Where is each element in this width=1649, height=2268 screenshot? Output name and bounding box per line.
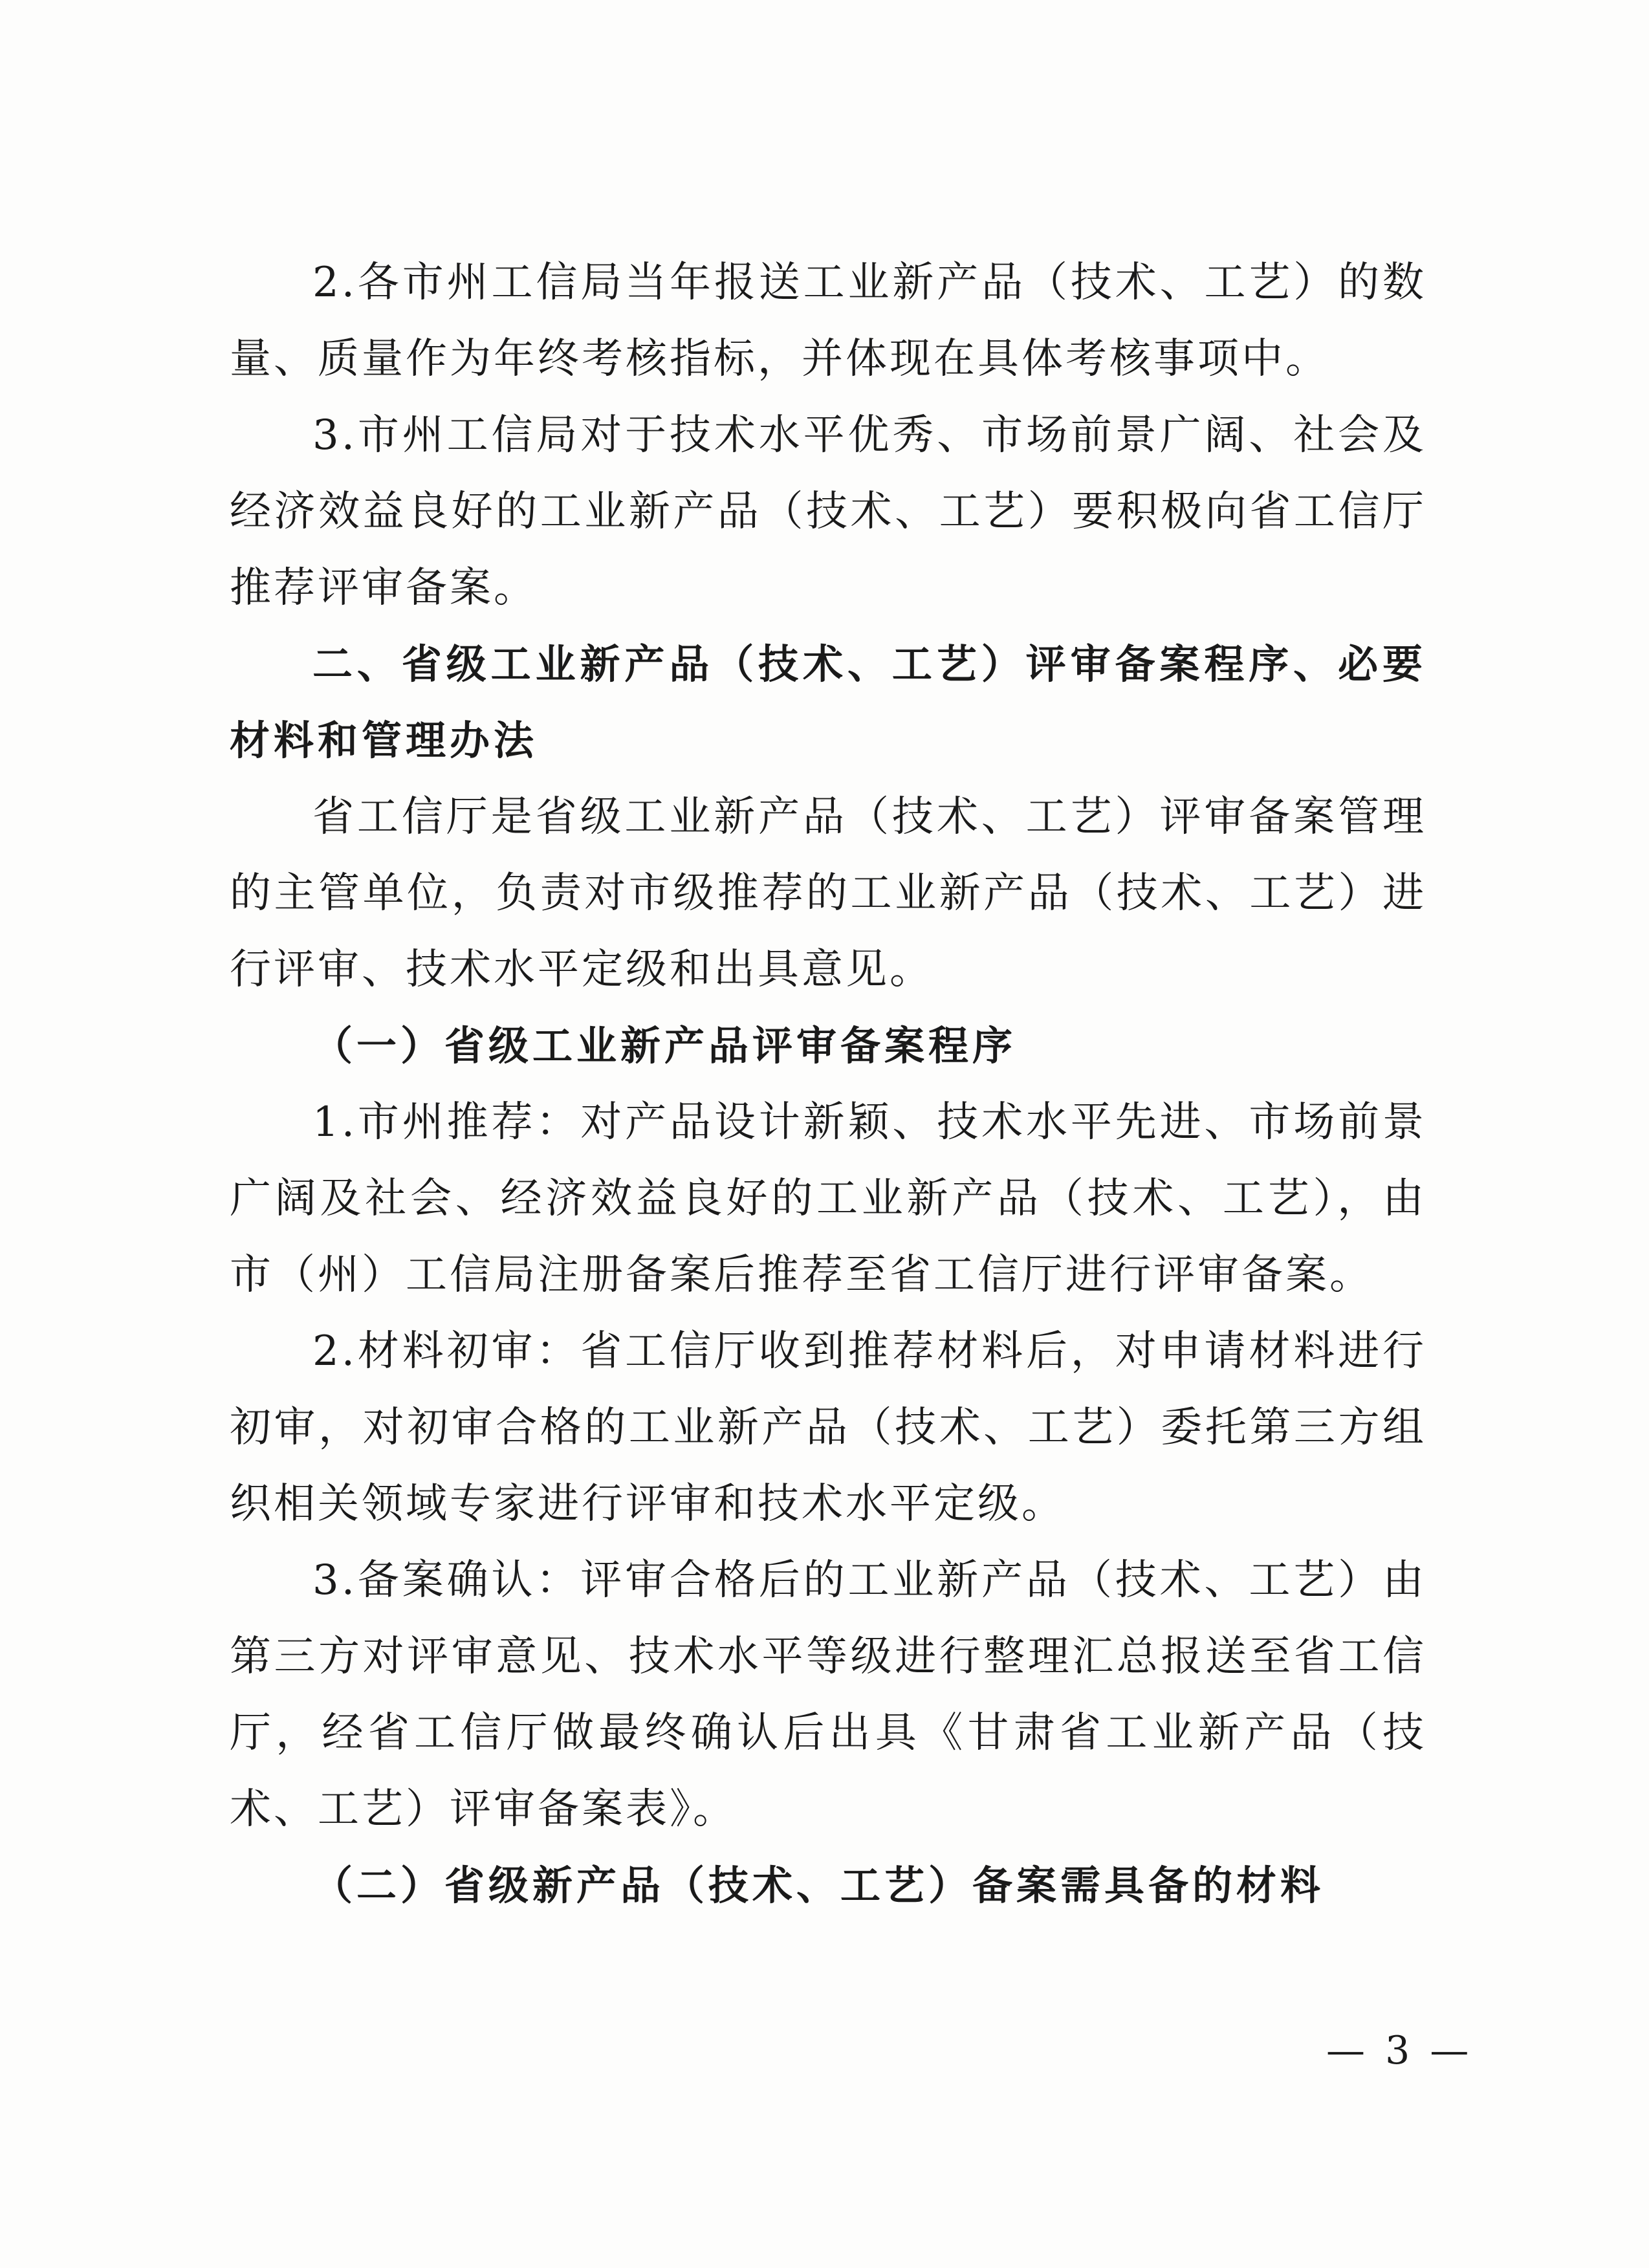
paragraph-step-1: 1.市州推荐：对产品设计新颖、技术水平先进、市场前景广阔及社会、经济效益良好的工业新产品（技术、工艺），由市（州）工信局注册备案后推荐至省工信厅进行评审备案。	[230, 1098, 1426, 1299]
subsection-heading-2: （二）省级新产品（技术、工艺）备案需具备的材料	[312, 1862, 1325, 1909]
paragraph-item-2: 2.各市州工信局当年报送工业新产品（技术、工艺）的数量、质量作为年终考核指标，并体现在具体考核事项中。	[230, 259, 1426, 383]
paragraph-item-3: 3.市州工信局对于技术水平优秀、市场前景广阔、社会及经济效益良好的工业新产品（技术、工艺）要积极向省工信厅推荐评审备案。	[230, 411, 1426, 612]
subsection-heading-1: （一）省级工业新产品评审备案程序	[312, 1022, 1017, 1069]
paragraph-step-3: 3.备案确认：评审合格后的工业新产品（技术、工艺）由第三方对评审意见、技术水平等级进行整理汇总报送至省工信厅，经省工信厅做最终确认后出具《甘肃省工业新产品（技术、工艺）评审备案表》。	[230, 1556, 1426, 1833]
page-number: — 3 —	[1326, 2028, 1473, 2073]
document-body	[230, 245, 1426, 1924]
section-heading-2: 二、省级工业新产品（技术、工艺）评审备案程序、必要材料和管理办法	[230, 640, 1426, 764]
paragraph-authority: 省工信厅是省级工业新产品（技术、工艺）评审备案管理的主管单位，负责对市级推荐的工业新产品（技术、工艺）进行评审、技术水平定级和出具意见。	[230, 793, 1426, 994]
paragraph-step-2: 2.材料初审：省工信厅收到推荐材料后，对申请材料进行初审，对初审合格的工业新产品（技术、工艺）委托第三方组织相关领域专家进行评审和技术水平定级。	[230, 1327, 1426, 1528]
